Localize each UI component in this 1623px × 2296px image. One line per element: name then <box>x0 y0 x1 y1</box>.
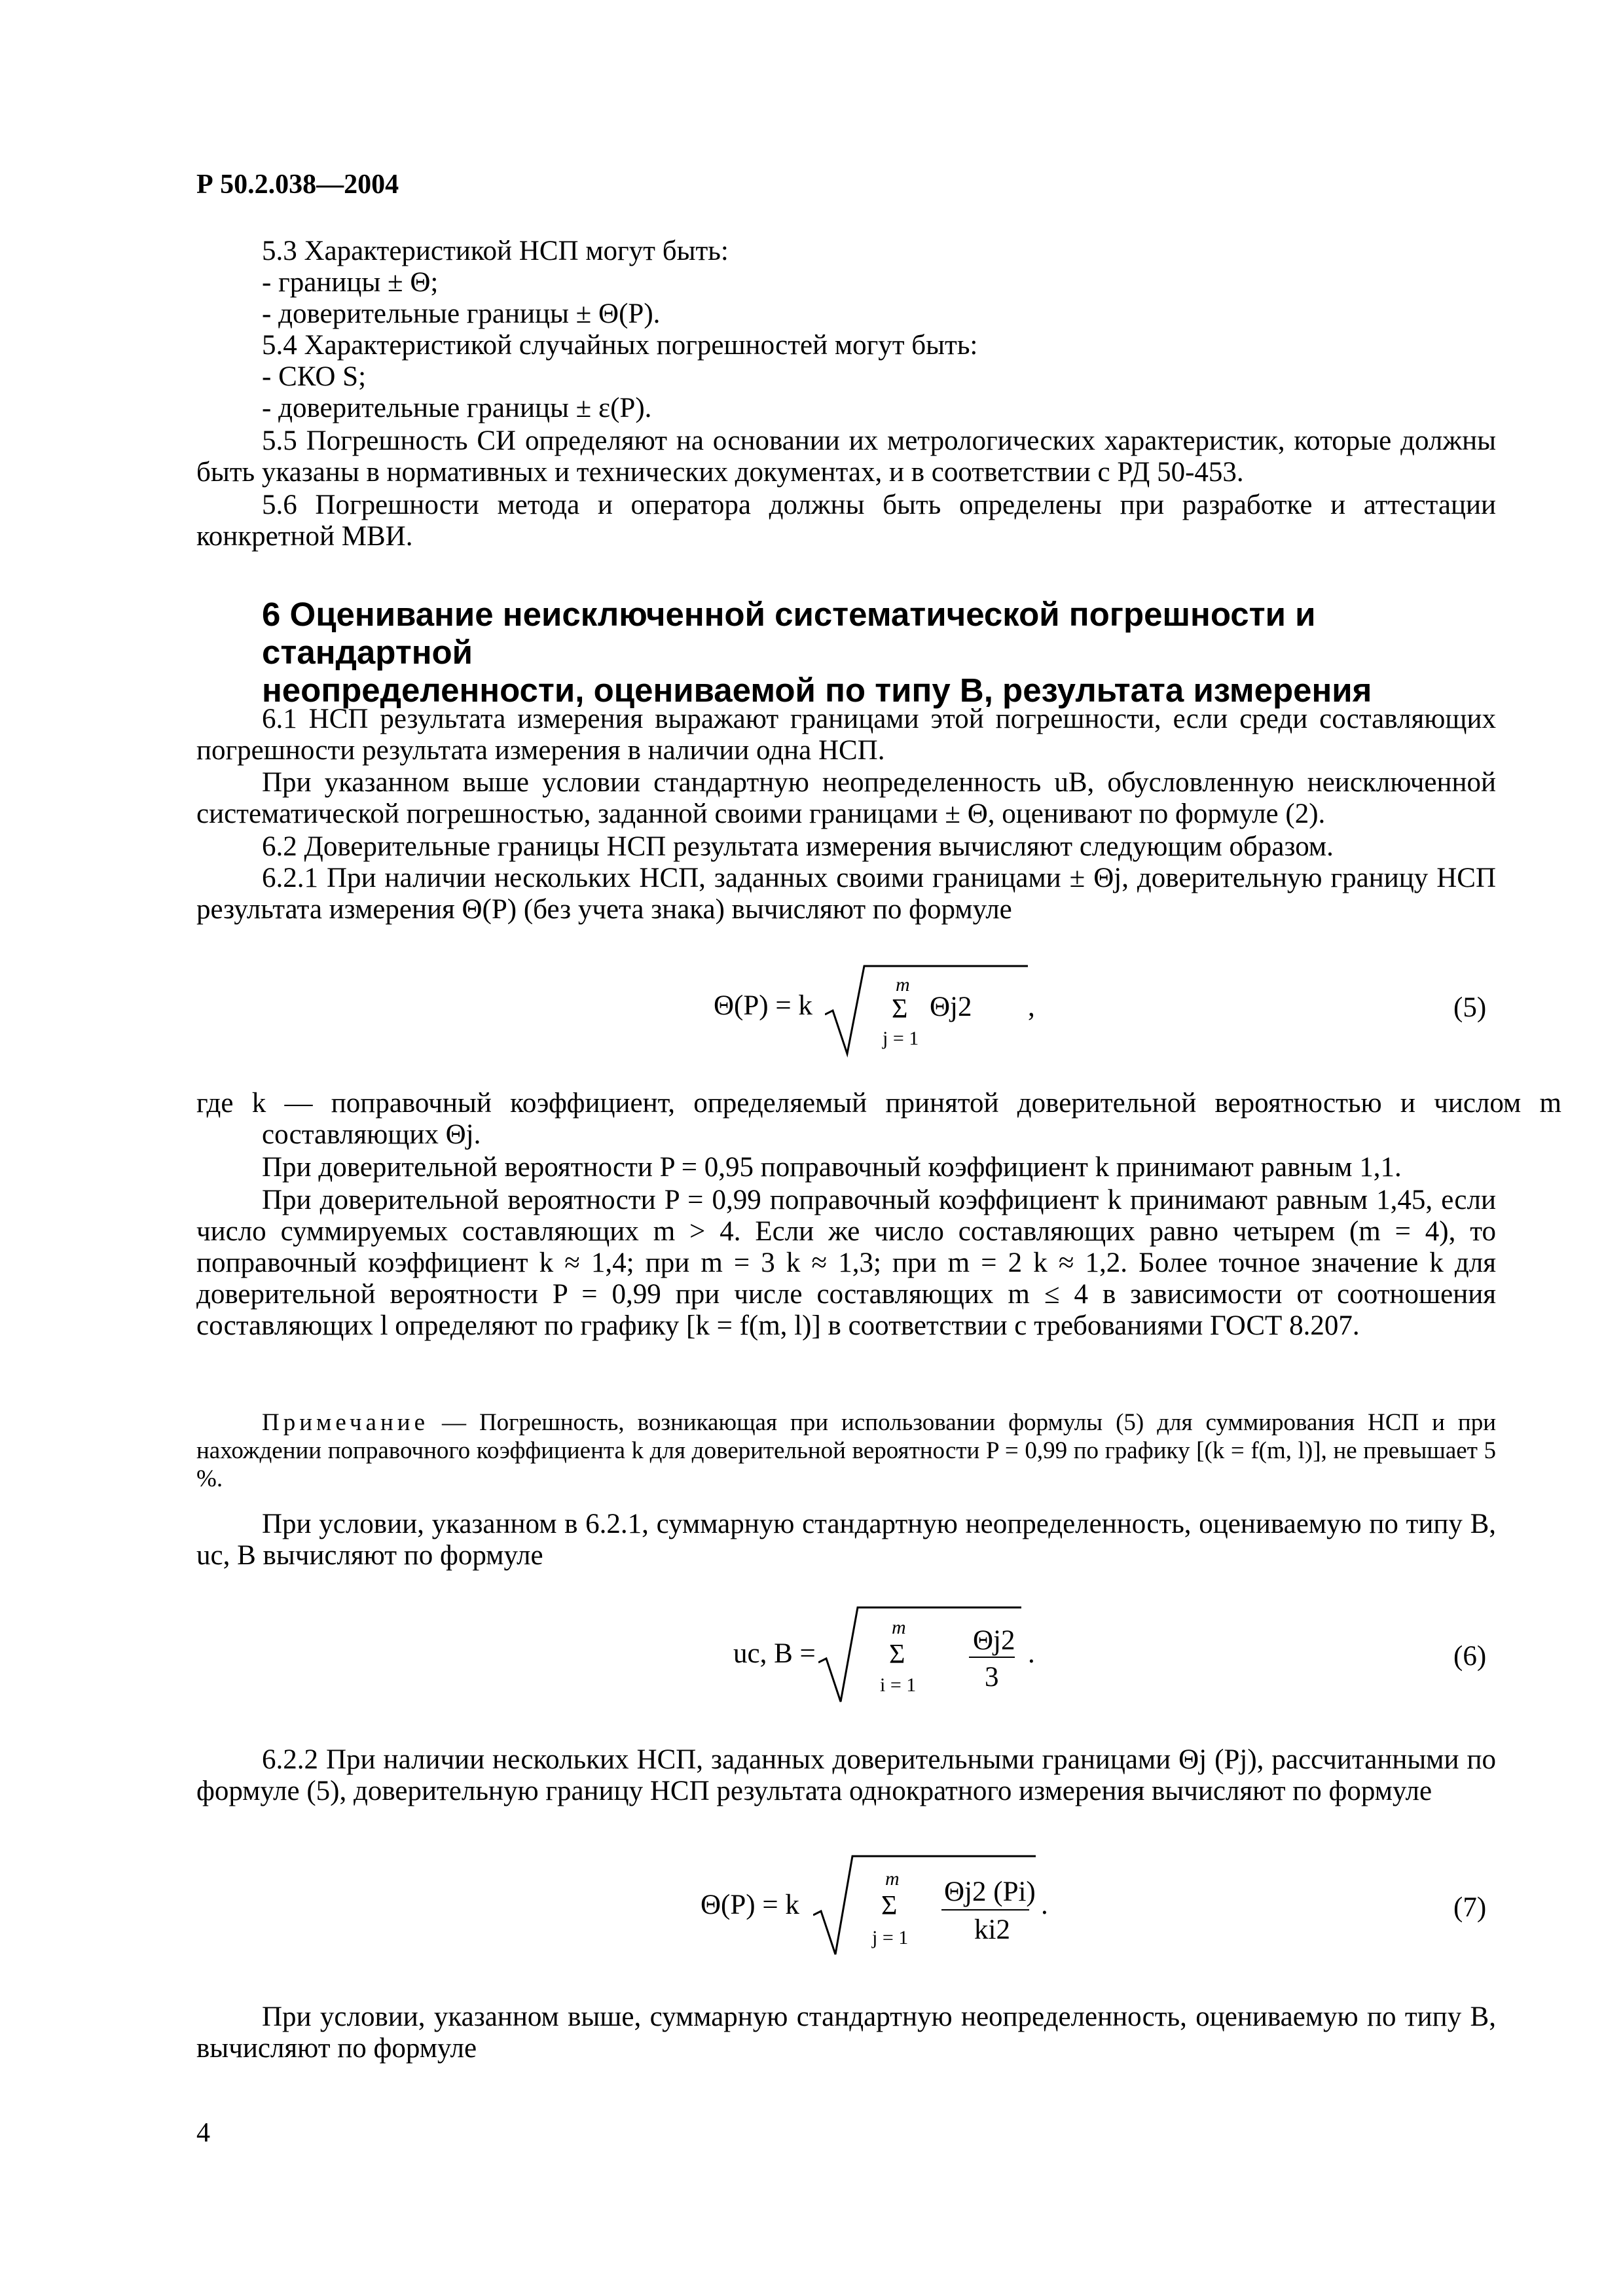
para-5-3-b: - доверительные границы ± Θ(P). <box>262 298 661 329</box>
formula-6 <box>733 1597 1100 1708</box>
formula-6-upper: m <box>892 1617 906 1638</box>
formula-5-tail: , <box>1028 992 1035 1022</box>
para-5-6: 5.6 Погрешности метода и оператора должны быть определены при разработке и аттестации конкретной МВИ. <box>196 490 1496 552</box>
formula-5-sum: Σ <box>892 994 908 1024</box>
formula-7-upper: m <box>885 1868 900 1890</box>
formula-7-sum: Σ <box>881 1891 898 1921</box>
formula-7-numerator: Θj2 (Pi) <box>944 1876 1036 1907</box>
formula-5-upper: m <box>896 974 910 996</box>
para-5-3: 5.3 Характеристикой НСП могут быть: <box>262 236 729 266</box>
formula-6-numerator: Θj2 <box>973 1625 1015 1656</box>
para-6-1-b: При указанном выше условии стандартную неопределенность uB, обусловленную неисключенной систематической погрешностью, заданной своими границами ± Θ, оценивают по формуле (2). <box>196 767 1496 829</box>
para-5-4-a: - СКО S; <box>262 361 367 392</box>
formula-7-lhs: Θ(P) = k <box>701 1890 799 1920</box>
para-condition: При условии, указанном в 6.2.1, суммарную стандартную неопределенность, оцениваемую по типу В, uc, B вычисляют по формуле <box>196 1509 1496 1571</box>
para-5-4-b: - доверительные границы ± ε(P). <box>262 393 652 423</box>
para-where-k: где k — поправочный коэффициент, определяемый принятой доверительной вероятностью и числом m составляющих Θj. <box>196 1088 1561 1150</box>
para-p095: При доверительной вероятности P = 0,95 поправочный коэффициент k принимают равным 1,1. <box>262 1152 1402 1183</box>
formula-5 <box>714 956 1106 1067</box>
equation-number-7: (7) <box>1453 1892 1487 1923</box>
formula-5-term: Θj2 <box>930 992 972 1022</box>
formula-6-lower: i = 1 <box>880 1674 917 1696</box>
para-6-2-2: 6.2.2 При наличии нескольких НСП, заданных доверительными границами Θj (Pj), рассчитанными по формуле (5), доверительную границу НСП результата однократного измерения вычисляют по формуле <box>196 1744 1496 1806</box>
formula-6-denominator: 3 <box>985 1662 999 1693</box>
page-number: 4 <box>196 2118 210 2148</box>
note <box>196 1408 1496 1493</box>
note-label: Примечание <box>262 1409 429 1436</box>
note-text: — Погрешность, возникающая при использовании формулы (5) для суммирования НСП и при нахождении поправочного коэффициента k для доверительной вероятности P = 0,99 по графику [(k = f(m, l)], не превышает 5 %. <box>196 1409 1496 1492</box>
equation-number-6: (6) <box>1453 1641 1487 1672</box>
formula-7 <box>701 1846 1120 1964</box>
para-6-2: 6.2 Доверительные границы НСП результата измерения вычисляют следующим образом. <box>262 831 1334 862</box>
formula-6-lhs: uc, B = <box>733 1638 816 1669</box>
document-id: Р 50.2.038—2004 <box>196 170 399 200</box>
para-5-4: 5.4 Характеристикой случайных погрешностей могут быть: <box>262 330 978 361</box>
formula-6-sum: Σ <box>889 1640 905 1670</box>
formula-7-tail: . <box>1041 1890 1048 1920</box>
formula-5-lhs: Θ(P) = k <box>714 990 812 1021</box>
section-6-heading <box>262 596 1506 709</box>
section-6-heading-line2: неопределенности, оцениваемой по типу В, результата измерения <box>262 672 1372 709</box>
formula-5-lower: j = 1 <box>883 1028 919 1049</box>
para-5-5: 5.5 Погрешность СИ определяют на основании их метрологических характеристик, которые должны быть указаны в нормативных и технических документах, и в соответствии с РД 50-453. <box>196 425 1496 488</box>
equation-number-5: (5) <box>1453 992 1487 1023</box>
para-6-1: 6.1 НСП результата измерения выражают границами этой погрешности, если среди составляющих погрешности результата измерения в наличии одна НСП. <box>196 704 1496 766</box>
formula-7-denominator: ki2 <box>974 1914 1010 1945</box>
para-p099: При доверительной вероятности P = 0,99 поправочный коэффициент k принимают равным 1,45, если число суммируемых составляющих m > 4. Если же число составляющих равно четырем (m = 4), то поправочный коэффициент k ≈ 1,4; при m = 3 k ≈ 1,3; при m = 2 k ≈ 1,2. Более точное значение k для доверительной вероятности P = 0,99 при числе составляющих m ≤ 4 в зависимости от соотношения составляющих l определяют по графику [k = f(m, l)] в соответствии с требованиями ГОСТ 8.207. <box>196 1185 1496 1341</box>
section-6-heading-line1: 6 Оценивание неисключенной систематической погрешности и стандартной <box>262 596 1316 671</box>
formula-7-lower: j = 1 <box>872 1927 909 1948</box>
formula-6-tail: . <box>1028 1638 1035 1669</box>
para-6-2-1: 6.2.1 При наличии нескольких НСП, заданных своими границами ± Θj, доверительную границу НСП результата измерения Θ(P) (без учета знака) вычисляют по формуле <box>196 863 1497 925</box>
para-5-3-a: - границы ± Θ; <box>262 267 439 298</box>
para-last: При условии, указанном выше, суммарную стандартную неопределенность, оцениваемую по типу В, вычисляют по формуле <box>196 2001 1496 2064</box>
